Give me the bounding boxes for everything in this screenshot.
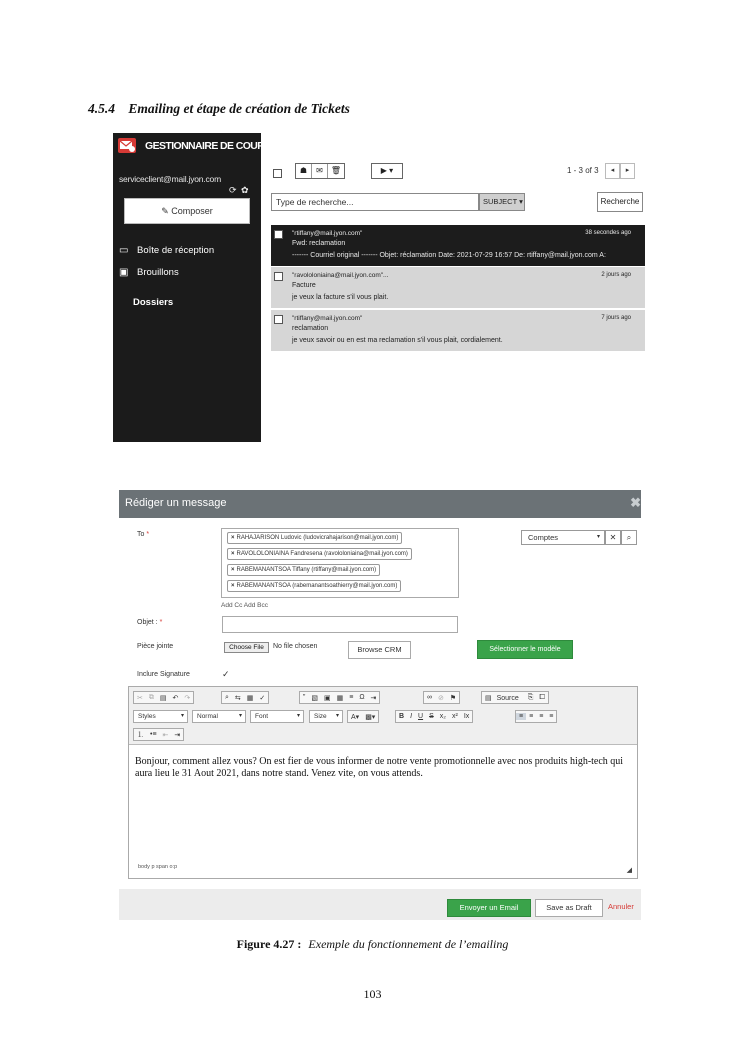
inbox-label: Boîte de réception <box>137 245 215 256</box>
pager-count: 1 - 3 of 3 <box>567 166 599 175</box>
choose-file-button[interactable]: Choose File <box>224 642 269 653</box>
unlink-icon[interactable]: ⊘ <box>438 694 444 702</box>
refresh-settings-icons[interactable]: ⟳ ✿ <box>229 185 250 195</box>
email-row[interactable] <box>271 310 645 351</box>
app-title: GESTIONNAIRE DE COURRIER <box>145 140 287 152</box>
compose-dialog-screenshot <box>119 490 641 920</box>
envelope-icon[interactable]: ✉ <box>312 164 328 178</box>
italic-icon[interactable]: I <box>410 713 413 720</box>
dialog-title: Rédiger un message <box>125 497 227 509</box>
select-all-icon[interactable]: ▦ <box>246 694 254 702</box>
cut-icon[interactable]: ✂ <box>137 694 143 702</box>
signature-checkbox[interactable]: ✓ <box>222 669 230 679</box>
resize-handle-icon[interactable]: ◢ <box>626 867 632 874</box>
email-time: 7 jours ago <box>601 315 631 321</box>
page-number: 103 <box>363 987 382 1001</box>
redo-icon[interactable]: ↷ <box>184 694 191 702</box>
align-group <box>515 710 557 723</box>
message-body[interactable]: Bonjour, comment allez vous? On est fier de vous informer de notre vente promotionnelle avec nos produits high-tech qui aura lieu le 31 Aout 2021, dans notre stand. Venez vite, on vous attends. <box>135 756 624 779</box>
copy-icon[interactable]: ⧉ <box>148 693 154 701</box>
strike-icon[interactable]: S <box>429 713 434 720</box>
rich-text-editor <box>128 686 638 879</box>
email-checkbox[interactable] <box>274 272 283 281</box>
remove-icon: × <box>231 535 235 541</box>
text-color-icon[interactable]: A▾ <box>351 713 360 721</box>
object-input[interactable] <box>222 616 458 633</box>
archive-icon[interactable]: ☗ <box>296 164 312 178</box>
clear-icon[interactable]: ✕ <box>605 530 621 545</box>
send-email-button[interactable]: Envoyer un Email <box>447 899 531 917</box>
mail-main-panel <box>261 133 645 442</box>
email-time: 2 jours ago <box>601 272 631 278</box>
email-subject: reclamation <box>292 325 329 332</box>
search-input[interactable]: Type de recherche... <box>271 193 479 211</box>
email-preview: ------- Courriel original ------- Objet: réclamation Date: 2021-07-29 16:57 De: rtiffany@mail.jyon.com A: <box>292 252 606 259</box>
subscript-icon[interactable]: x₂ <box>439 713 446 720</box>
remove-icon: × <box>231 551 235 557</box>
recipient-chip[interactable]: × RAHAJARISON Ludovic (ludovicrahajarison@mail.jyon.com) <box>227 532 402 544</box>
sidebar-item-drafts[interactable] <box>119 267 179 278</box>
close-icon[interactable]: ✖ <box>630 495 641 510</box>
section-title: Emailing et étape de création de Tickets <box>128 101 350 116</box>
recipient-chip[interactable]: × RAVOLOLONIAINA Fandresena (ravololoniaina@mail.jyon.com) <box>227 548 412 560</box>
email-subject: Facture <box>292 282 316 289</box>
email-from: "ravololoniaina@mail.jyon.com"... <box>292 272 389 279</box>
dialog-titlebar <box>119 490 641 518</box>
flag-icon[interactable]: ⚑ <box>449 694 457 702</box>
align-right-icon[interactable]: ≡ <box>539 713 544 720</box>
find-group <box>221 691 269 704</box>
blockquote-icon[interactable]: ” <box>303 694 306 701</box>
format-group <box>395 710 473 723</box>
recipient-chip[interactable]: × RABEMANANTSOA (rabemanantsoathierry@mail.jyon.com) <box>227 580 401 592</box>
email-row[interactable] <box>271 225 645 266</box>
no-file-text: No file chosen <box>273 643 318 650</box>
undo-icon[interactable]: ↶ <box>172 694 179 702</box>
replace-icon[interactable]: ⇆ <box>234 694 241 702</box>
spellcheck-icon[interactable]: ✓ <box>259 694 266 702</box>
email-subject: Fwd: reclamation <box>292 240 346 247</box>
list-group <box>133 728 184 741</box>
trash-icon[interactable]: 🗑 <box>330 166 342 175</box>
link-group <box>423 691 460 704</box>
select-all-checkbox[interactable] <box>273 165 282 183</box>
email-preview: je veux la facture s'il vous plait. <box>292 294 389 301</box>
object-label: Objet : * <box>137 619 163 626</box>
figure-caption <box>0 937 745 952</box>
numbered-list-icon[interactable]: ⒈ <box>137 731 144 739</box>
email-checkbox[interactable] <box>274 230 283 239</box>
link-icon[interactable]: ∞ <box>427 694 432 701</box>
account-email: serviceclient@mail.jyon.com <box>119 174 221 184</box>
edit-icon: ✎ <box>161 206 169 216</box>
underline-icon[interactable]: U <box>418 713 424 720</box>
email-row[interactable] <box>271 267 645 308</box>
browse-crm-button[interactable]: Browse CRM <box>348 641 411 659</box>
remove-icon: × <box>231 583 235 589</box>
include-signature-label: Inclure Signature <box>137 671 190 678</box>
source-button[interactable]: ▤ Source <box>485 694 519 702</box>
styles-combo[interactable]: Styles ▾ <box>133 710 188 723</box>
indent-icon[interactable]: ⇥ <box>174 731 181 739</box>
div-icon[interactable]: ▧ <box>311 694 318 702</box>
clear-format-icon[interactable]: Ix <box>463 713 470 720</box>
email-from: "rtiffany@mail.jyon.com" <box>292 315 363 322</box>
bullet-list-icon[interactable]: •≡ <box>150 731 157 738</box>
prev-page-icon[interactable]: ◂ <box>605 163 620 179</box>
size-combo[interactable]: Size ▾ <box>309 710 343 723</box>
inbox-icon: ▭ <box>119 245 129 256</box>
insert-group <box>299 691 380 704</box>
element-path: body p span o:p <box>138 864 178 870</box>
email-preview: je veux savoir ou en est ma reclamation s'il vous plait, cordialement. <box>292 337 503 344</box>
search-button[interactable]: Recherche <box>597 192 643 212</box>
to-label: To * <box>137 531 150 538</box>
superscript-icon[interactable]: x² <box>451 713 458 720</box>
section-number: 4.5.4 <box>88 101 115 116</box>
figure-number: Figure 4.27 : <box>236 937 302 951</box>
compose-label: Composer <box>171 206 213 216</box>
recipients-box[interactable] <box>221 528 459 598</box>
hr-icon[interactable]: ≡ <box>349 694 354 701</box>
move-folder-dropdown[interactable]: ▶ ▾ <box>371 163 403 179</box>
align-center-icon[interactable]: ≡ <box>529 713 534 720</box>
clipboard-group <box>133 691 194 704</box>
search-icon[interactable]: ⌕ <box>621 530 637 545</box>
save-draft-button[interactable]: Save as Draft <box>535 899 603 917</box>
email-checkbox[interactable] <box>274 315 283 324</box>
mail-logo-icon <box>118 138 136 153</box>
bold-icon[interactable]: B <box>399 713 405 720</box>
drafts-label: Brouillons <box>137 267 179 278</box>
bg-color-icon[interactable]: ▩▾ <box>365 713 376 721</box>
save-icon: ▣ <box>119 267 129 278</box>
format-combo[interactable]: Normal ▾ <box>192 710 246 723</box>
editor-toolbar <box>129 687 637 745</box>
dialog-footer <box>119 889 641 920</box>
mail-action-group <box>295 163 345 179</box>
email-time: 38 secondes ago <box>585 230 631 236</box>
subject-filter-select[interactable]: SUBJECT ▾ <box>479 193 525 211</box>
cancel-link[interactable]: Annuler <box>608 902 634 911</box>
find-icon[interactable]: ⌕ <box>225 693 229 701</box>
template-icon[interactable]: ⎘ <box>527 693 534 701</box>
source-group <box>481 691 549 704</box>
outdent-icon[interactable]: ⇤ <box>162 731 169 739</box>
omega-icon[interactable]: Ω <box>359 694 365 701</box>
image-icon[interactable]: ▣ <box>323 694 331 702</box>
next-page-icon[interactable]: ▸ <box>620 163 635 179</box>
account-select[interactable]: Comptes ▾ <box>521 530 605 545</box>
justify-icon[interactable]: ≡ <box>549 713 554 720</box>
figure-text: Exemple du fonctionnement de l’emailing <box>308 937 509 951</box>
add-cc-bcc-links[interactable]: Add Cc Add Bcc <box>221 602 268 609</box>
section-heading <box>88 101 350 117</box>
sidebar-item-folders[interactable]: Dossiers <box>133 297 174 308</box>
recipient-chip[interactable]: × RABEMANANTSOA Tiffany (rtiffany@mail.jyon.com) <box>227 564 380 576</box>
font-combo[interactable]: Font ▾ <box>250 710 304 723</box>
table-icon[interactable]: ▦ <box>336 694 344 702</box>
select-template-button[interactable]: Sélectionner le modèle <box>477 640 573 659</box>
compose-button[interactable] <box>124 198 250 224</box>
sidebar-item-inbox[interactable] <box>119 245 214 256</box>
email-from: "rtiffany@mail.jyon.com" <box>292 230 363 237</box>
mail-sidebar <box>113 133 287 442</box>
pagebreak-icon[interactable]: ⇥ <box>370 694 377 702</box>
mail-manager-screenshot <box>113 133 645 442</box>
color-group <box>347 710 379 723</box>
paste-icon[interactable]: ▤ <box>159 694 167 702</box>
pager-buttons <box>605 163 635 179</box>
attachment-label: Pièce jointe <box>137 643 174 650</box>
remove-icon: × <box>231 567 235 573</box>
folder-icon: ▶ <box>380 166 387 175</box>
preview-icon[interactable]: ⧠ <box>539 693 545 701</box>
align-left-icon[interactable]: ≡ <box>516 713 526 720</box>
